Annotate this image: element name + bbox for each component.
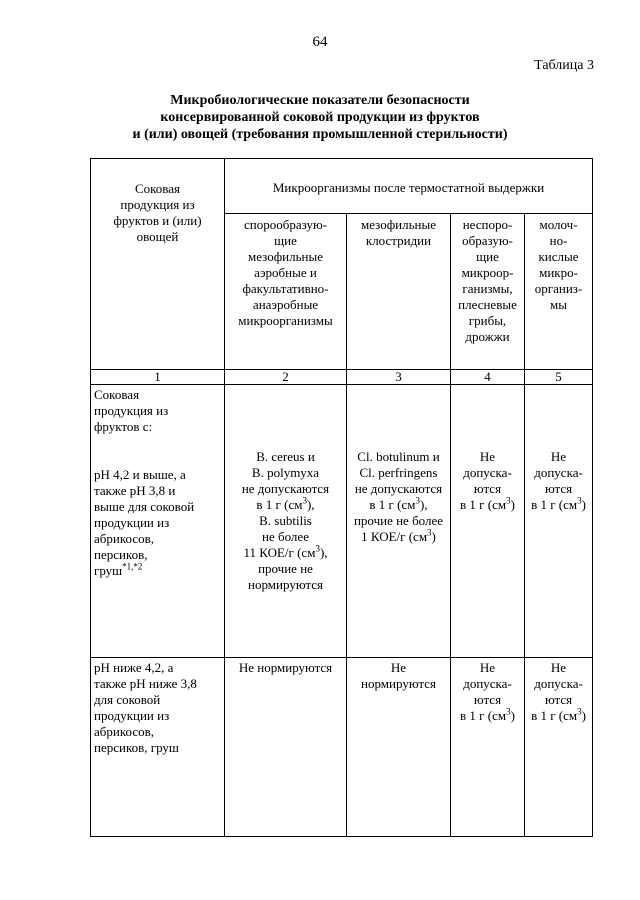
header-col4: неспоро- образую- щие микроор- ганизмы, плесневые грибы, дрожжи [451, 214, 525, 370]
title-line: Микробиологические показатели безопасности [170, 93, 470, 108]
column-number: 2 [225, 370, 347, 385]
row-label: pH ниже 4,2, а также pH ниже 3,8 для соковой продукции из абрикосов, персиков, груш [91, 658, 225, 837]
page-number: 64 [312, 34, 328, 50]
cell-col2: Не нормируются [225, 658, 347, 837]
table-row [91, 658, 593, 837]
cell-col2: B. cereus и B. polymyxa не допускаются в 1 г $(см^3)$, B. subtilis не более 11 КОЕ/г $(см^3)$, прочие не нормируются [225, 385, 347, 658]
row-label: Соковая продукция из фруктов с: pH 4,2 и выше, а также pH 3,8 и выше для соковой продукции из абрикосов, персиков, груш$^{*1,*2}$ [91, 385, 225, 658]
cell-col3: Не нормируются [347, 658, 451, 837]
column-number-row [91, 370, 593, 385]
header-col2: спорообразую- щие мезофильные аэробные и факультативно- анаэробные микроорганизмы [225, 214, 347, 370]
cell-col4: Не допуска- ются в 1 г $(см^3)$ [451, 658, 525, 837]
header-col5: молоч- но- кислые микро- организ- мы [525, 214, 593, 370]
cell-col5: Не допуска- ются в 1 г $(см^3)$ [525, 385, 593, 658]
header-microorganisms: Микроорганизмы после термостатной выдержки [225, 159, 593, 214]
column-number: 4 [451, 370, 525, 385]
header-product: Соковая продукция из фруктов и (или) овощей [91, 159, 225, 370]
cell-col3: Cl. botulinum и Cl. perfringens не допускаются в 1 г $(см^3)$, прочие не более 1 КОЕ/г $(см^3)$ [347, 385, 451, 658]
column-number: 1 [91, 370, 225, 385]
column-number: 5 [525, 370, 593, 385]
cell-col5: Не допуска- ются в 1 г $(см^3)$ [525, 658, 593, 837]
title-line: консервированной соковой продукции из фруктов [160, 110, 480, 125]
title-line: и (или) овощей (требования промышленной стерильности) [132, 127, 508, 142]
safety-table [90, 158, 593, 837]
table-title [80, 92, 560, 143]
table-row [91, 385, 593, 658]
column-number: 3 [347, 370, 451, 385]
header-row [91, 159, 593, 214]
table-label: Таблица 3 [534, 58, 594, 73]
header-col3: мезофильные клостридии [347, 214, 451, 370]
cell-col4: Не допуска- ются в 1 г $(см^3)$ [451, 385, 525, 658]
